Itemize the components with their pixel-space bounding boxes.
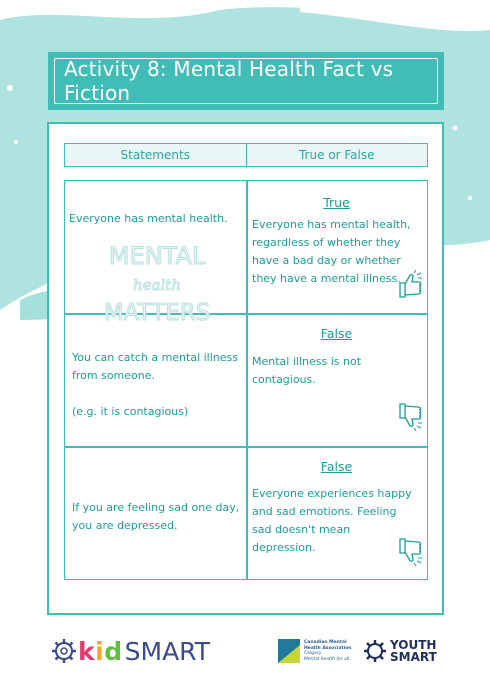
thumbs-up-icon bbox=[396, 269, 422, 299]
table-column-divider bbox=[246, 180, 248, 580]
kidsmart-smart: SMART bbox=[124, 636, 210, 666]
statement-2-note: (e.g. it is contagious) bbox=[72, 405, 189, 418]
statement-1: Everyone has mental health. bbox=[69, 212, 228, 225]
table-row-divider bbox=[64, 446, 428, 448]
kidsmart-wordmark: kid bbox=[78, 636, 123, 666]
badge-matters: MATTERS bbox=[103, 300, 211, 326]
thumbs-down-icon bbox=[396, 402, 422, 432]
table-header bbox=[64, 143, 428, 167]
mental-health-matters-badge bbox=[103, 236, 211, 332]
explanation-1: Everyone has mental health, regardless of whether they have a bad day or whether they have a mental illness. bbox=[252, 218, 411, 285]
thumbs-down-icon bbox=[396, 537, 422, 567]
gear-icon bbox=[363, 639, 387, 663]
cmha-mark-icon bbox=[278, 639, 300, 663]
youthsmart-wordmark: YOUTH SMART bbox=[390, 638, 437, 664]
explanation-3: Everyone experiences happy and sad emotions. Feeling sad doesn't mean depression. bbox=[252, 487, 412, 554]
header-true-or-false: True or False bbox=[298, 148, 375, 162]
explanation-2: Mental illness is not contagious. bbox=[252, 355, 362, 386]
badge-mental: MENTAL bbox=[108, 242, 206, 270]
youthsmart-logo bbox=[363, 639, 437, 663]
verdict-1: True bbox=[323, 195, 350, 210]
verdict-2: False bbox=[320, 326, 353, 341]
statement-2: You can catch a mental illness from someone. bbox=[72, 351, 238, 382]
badge-health: health bbox=[133, 276, 181, 294]
statement-3: If you are feeling sad one day, you are depressed. bbox=[72, 501, 240, 532]
cmha-logo bbox=[278, 639, 360, 663]
cmha-text: Canadian Mental Health Association Calgary Mental health for all bbox=[304, 640, 352, 662]
page-title: Activity 8: Mental Health Fact vs Fiction bbox=[64, 57, 394, 105]
gear-icon bbox=[50, 637, 78, 665]
verdict-3: False bbox=[320, 459, 353, 474]
kidsmart-logo bbox=[50, 634, 210, 668]
activity-title-bar bbox=[48, 52, 444, 110]
header-statements: Statements bbox=[65, 144, 247, 166]
